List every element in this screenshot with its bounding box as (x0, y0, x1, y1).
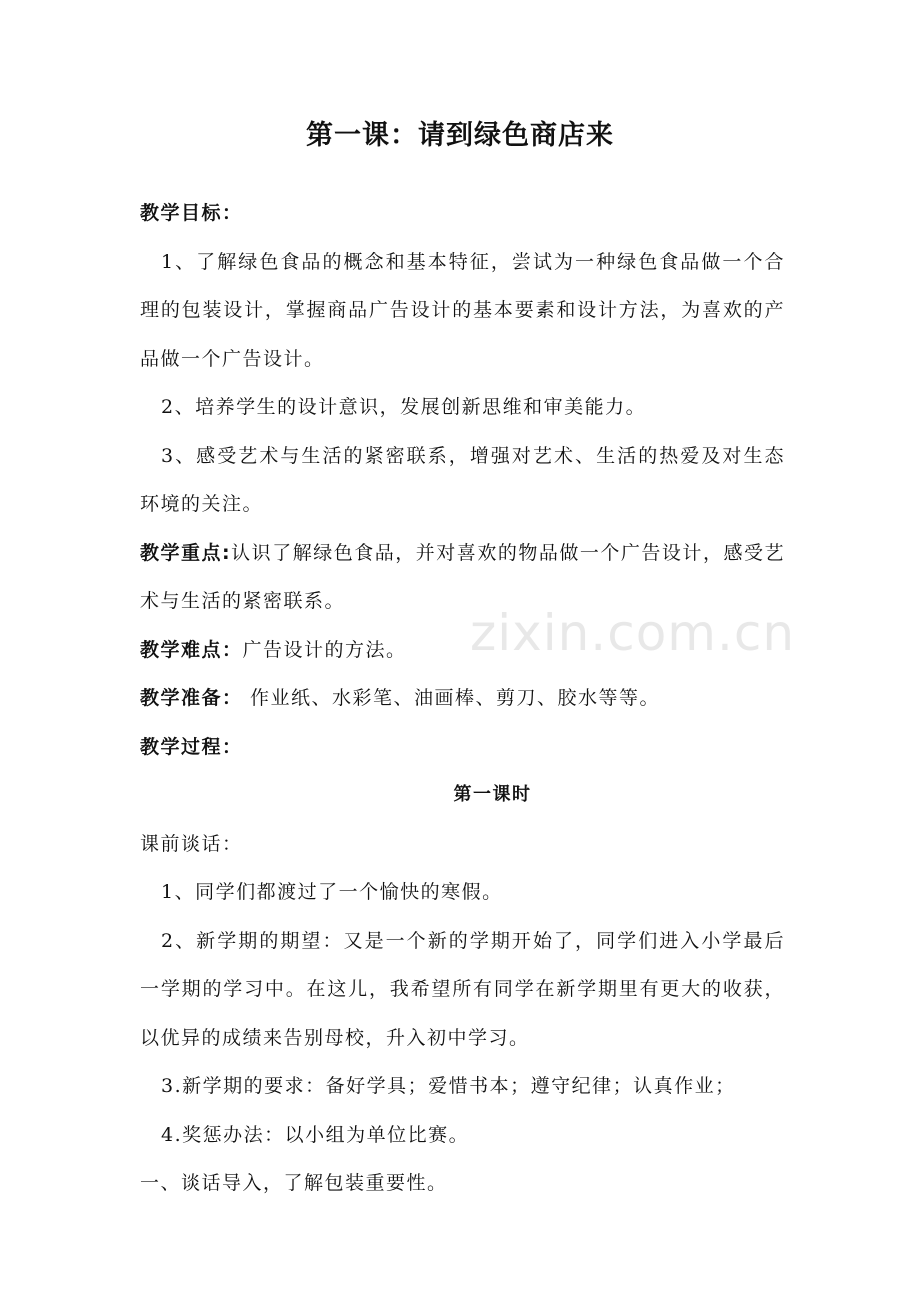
lesson-heading: 第一课时 (453, 784, 532, 805)
watermark: zixin.com.cn (470, 604, 796, 662)
pre-talk-label: 课前谈话： (140, 832, 243, 855)
process-label: 教学过程： (140, 735, 243, 758)
preparation-text: 作业纸、水彩笔、油画棒、剪刀、胶水等等。 (242, 687, 661, 709)
pre-talk-item-2: 2、新学期的期望：又是一个新的学期开始了，同学们进入小学最后一学期的学习中。在这儿，我希望所有同学在新学期里有更大的收获，以优异的成绩来告别母校，升入初中学习。 (140, 929, 785, 1049)
pre-talk-item-4: 4.奖惩办法：以小组为单位比赛。 (161, 1123, 470, 1146)
key-points-paragraph (140, 529, 785, 626)
objectives-label: 教学目标： (140, 202, 243, 224)
difficulty-text: 广告设计的方法。 (242, 638, 407, 661)
objective-item-3: 3、感受艺术与生活的紧密联系，增强对艺术、生活的热爱及对生态环境的关注。 (140, 444, 785, 515)
pre-talk-item-3: 3.新学期的要求：备好学具；爱惜书本；遵守纪律；认真作业； (161, 1075, 736, 1097)
objective-item-2: 2、培养学生的设计意识，发展创新思维和审美能力。 (161, 396, 647, 418)
section-heading-1: 一、谈话导入，了解包装重要性。 (140, 1172, 448, 1194)
difficulty-paragraph (140, 626, 785, 675)
key-points-label: 教学重点: (140, 541, 232, 564)
objective-item-1: 1、了解绿色食品的概念和基本特征，尝试为一种绿色食品做一个合理的包装设计，掌握商品广告设计的基本要素和设计方法，为喜欢的产品做一个广告设计。 (140, 250, 785, 370)
document-body (140, 189, 785, 1208)
document-title: 第一课：请到绿色商店来 (306, 120, 614, 151)
preparation-label: 教学准备： (140, 687, 243, 709)
difficulty-label: 教学难点： (140, 638, 243, 661)
key-points-text: 认识了解绿色食品，并对喜欢的物品做一个广告设计，感受艺术与生活的紧密联系。 (140, 541, 785, 612)
pre-talk-item-1: 1、同学们都渡过了一个愉快的寒假。 (161, 881, 503, 903)
preparation-paragraph (140, 674, 785, 723)
